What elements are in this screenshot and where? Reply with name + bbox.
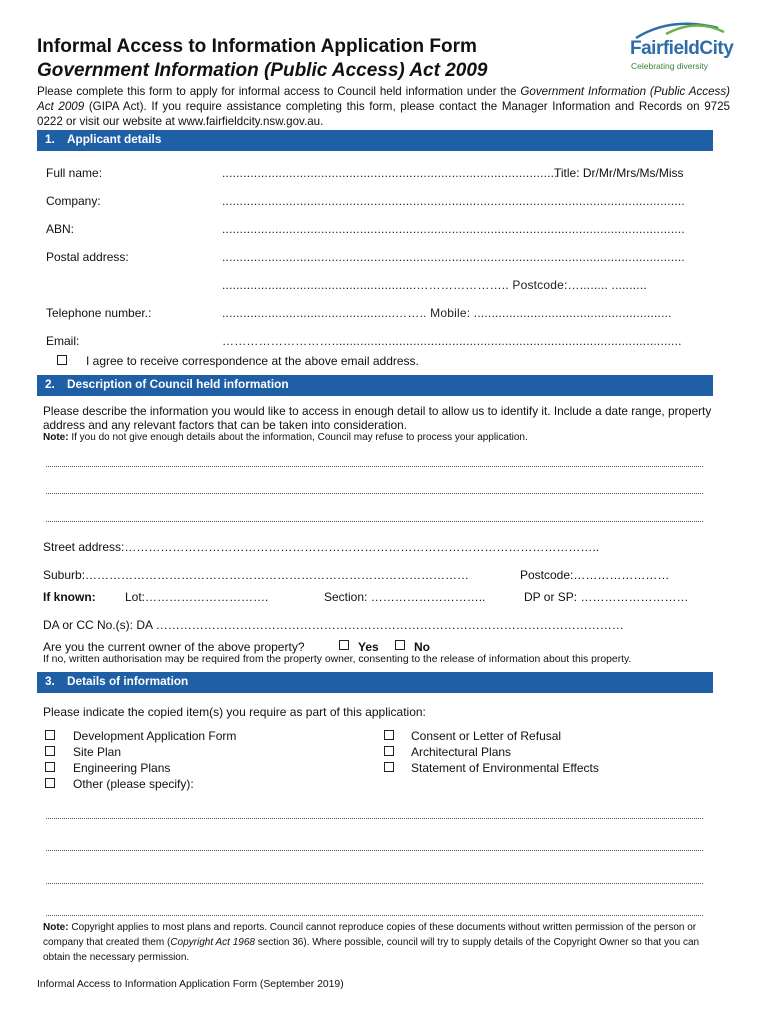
act-title: Government Information (Public Access) Act 2009 bbox=[37, 60, 488, 81]
consent-letter-checkbox[interactable] bbox=[384, 730, 394, 740]
lot-field[interactable]: Lot:…………………………. bbox=[125, 590, 269, 604]
email-field[interactable]: ………………………................................................................................................... bbox=[222, 334, 682, 348]
owner-question: Are you the current owner of the above property? bbox=[43, 640, 305, 654]
owner-no-label: No bbox=[414, 640, 430, 654]
postal-address-postcode-field[interactable]: .......................................................………………….. Postcode:…........ .......... bbox=[222, 278, 647, 292]
description-line-3[interactable] bbox=[46, 521, 703, 522]
intro-paragraph: Please complete this form to apply for informal access to Council held information under the Government Information (Public Access) Act 2009 (GIPA Act). If you require assistance completing this form, please contact the Manager Information and Records on 9725 0222 or visit our website at www.fairfieldcity.nsw.gov.au. bbox=[37, 85, 731, 128]
postal-address-label: Postal address: bbox=[46, 250, 129, 264]
logo-tagline: Celebrating diversity bbox=[631, 61, 709, 71]
other-specify-line-3[interactable] bbox=[46, 883, 703, 884]
other-specify-line-4[interactable] bbox=[46, 915, 703, 916]
dev-application-label: Development Application Form bbox=[73, 729, 237, 743]
engineering-plans-label: Engineering Plans bbox=[73, 761, 171, 775]
section1-header: 1. Applicant details bbox=[37, 130, 713, 151]
environmental-effects-label: Statement of Environmental Effects bbox=[411, 761, 599, 775]
consent-letter-label: Consent or Letter of Refusal bbox=[411, 729, 562, 743]
email-label: Email: bbox=[46, 334, 80, 348]
other-specify-line-2[interactable] bbox=[46, 850, 703, 851]
architectural-plans-label: Architectural Plans bbox=[411, 745, 512, 759]
agree-email-checkbox[interactable] bbox=[57, 355, 67, 365]
copyright-note: Note: Copyright applies to most plans and reports. Council cannot reproduce copies of these documents without written permission of the person or company that created them (Copyright Act 1968 section 36). Where possible, council will try to supply details of the Copyright Owner so that you can obtain the necessary permission. bbox=[43, 922, 700, 963]
form-title: Informal Access to Information Application Form bbox=[37, 36, 477, 57]
company-field[interactable]: ................................................................................................................................... bbox=[222, 194, 685, 208]
describe-instructions: Please describe the information you would like to access in enough detail to allow us to identify it. Include a date range, property address and any relevant factors that can be taken into consideration. bbox=[43, 404, 712, 432]
postcode-field[interactable]: Postcode:…………………… bbox=[520, 568, 670, 582]
footer-text: Informal Access to Information Application Form (September 2019) bbox=[37, 979, 344, 990]
postal-address-field[interactable]: ................................................................................................................................... bbox=[222, 250, 685, 264]
dp-sp-field[interactable]: DP or SP: ……………………… bbox=[524, 590, 689, 604]
environmental-effects-checkbox[interactable] bbox=[384, 762, 394, 772]
section-field[interactable]: Section: ……………………….. bbox=[324, 590, 486, 604]
site-plan-label: Site Plan bbox=[73, 745, 122, 759]
indicate-instructions: Please indicate the copied item(s) you require as part of this application: bbox=[43, 705, 426, 719]
owner-yes-label: Yes bbox=[358, 640, 379, 654]
street-address-field[interactable]: Street address:……………………………………………………………………………………………………….. bbox=[43, 540, 600, 554]
fairfield-city-logo bbox=[626, 18, 746, 76]
abn-label: ABN: bbox=[46, 222, 75, 236]
telephone-label: Telephone number.: bbox=[46, 306, 152, 320]
section2-header: 2. Description of Council held information bbox=[37, 375, 713, 396]
title-field[interactable]: Title: Dr/Mr/Mrs/Ms/Miss bbox=[554, 166, 684, 180]
section3-header: 3. Details of information bbox=[37, 672, 713, 693]
company-label: Company: bbox=[46, 194, 101, 208]
logo-text: FairfieldCity bbox=[630, 38, 734, 59]
if-known-label: If known: bbox=[43, 590, 96, 604]
owner-no-checkbox[interactable] bbox=[395, 640, 405, 650]
owner-note: If no, written authorisation may be required from the property owner, consenting to the release of information about this property. bbox=[43, 654, 632, 665]
suburb-field[interactable]: Suburb:…………………………………………………………………………………… bbox=[43, 568, 470, 582]
engineering-plans-checkbox[interactable] bbox=[45, 762, 55, 772]
owner-yes-checkbox[interactable] bbox=[339, 640, 349, 650]
other-label: Other (please specify): bbox=[73, 777, 194, 791]
other-checkbox[interactable] bbox=[45, 778, 55, 788]
agree-email-label: I agree to receive correspondence at the above email address. bbox=[86, 354, 419, 368]
da-cc-field[interactable]: DA or CC No.(s): DA ……………………………………………………………………………………………………… bbox=[43, 618, 624, 632]
section2-note: Note: If you do not give enough details about the information, Council may refuse to process your application. bbox=[43, 432, 528, 443]
full-name-label: Full name: bbox=[46, 166, 103, 180]
telephone-mobile-field[interactable]: .................................................…….. Mobile: ........................................................ bbox=[222, 306, 672, 320]
architectural-plans-checkbox[interactable] bbox=[384, 746, 394, 756]
abn-field[interactable]: ................................................................................................................................... bbox=[222, 222, 685, 236]
site-plan-checkbox[interactable] bbox=[45, 746, 55, 756]
full-name-field[interactable]: ............................................................................................... bbox=[222, 166, 558, 180]
other-specify-line-1[interactable] bbox=[46, 818, 703, 819]
dev-application-checkbox[interactable] bbox=[45, 730, 55, 740]
description-line-1[interactable] bbox=[46, 466, 703, 467]
description-line-2[interactable] bbox=[46, 493, 703, 494]
